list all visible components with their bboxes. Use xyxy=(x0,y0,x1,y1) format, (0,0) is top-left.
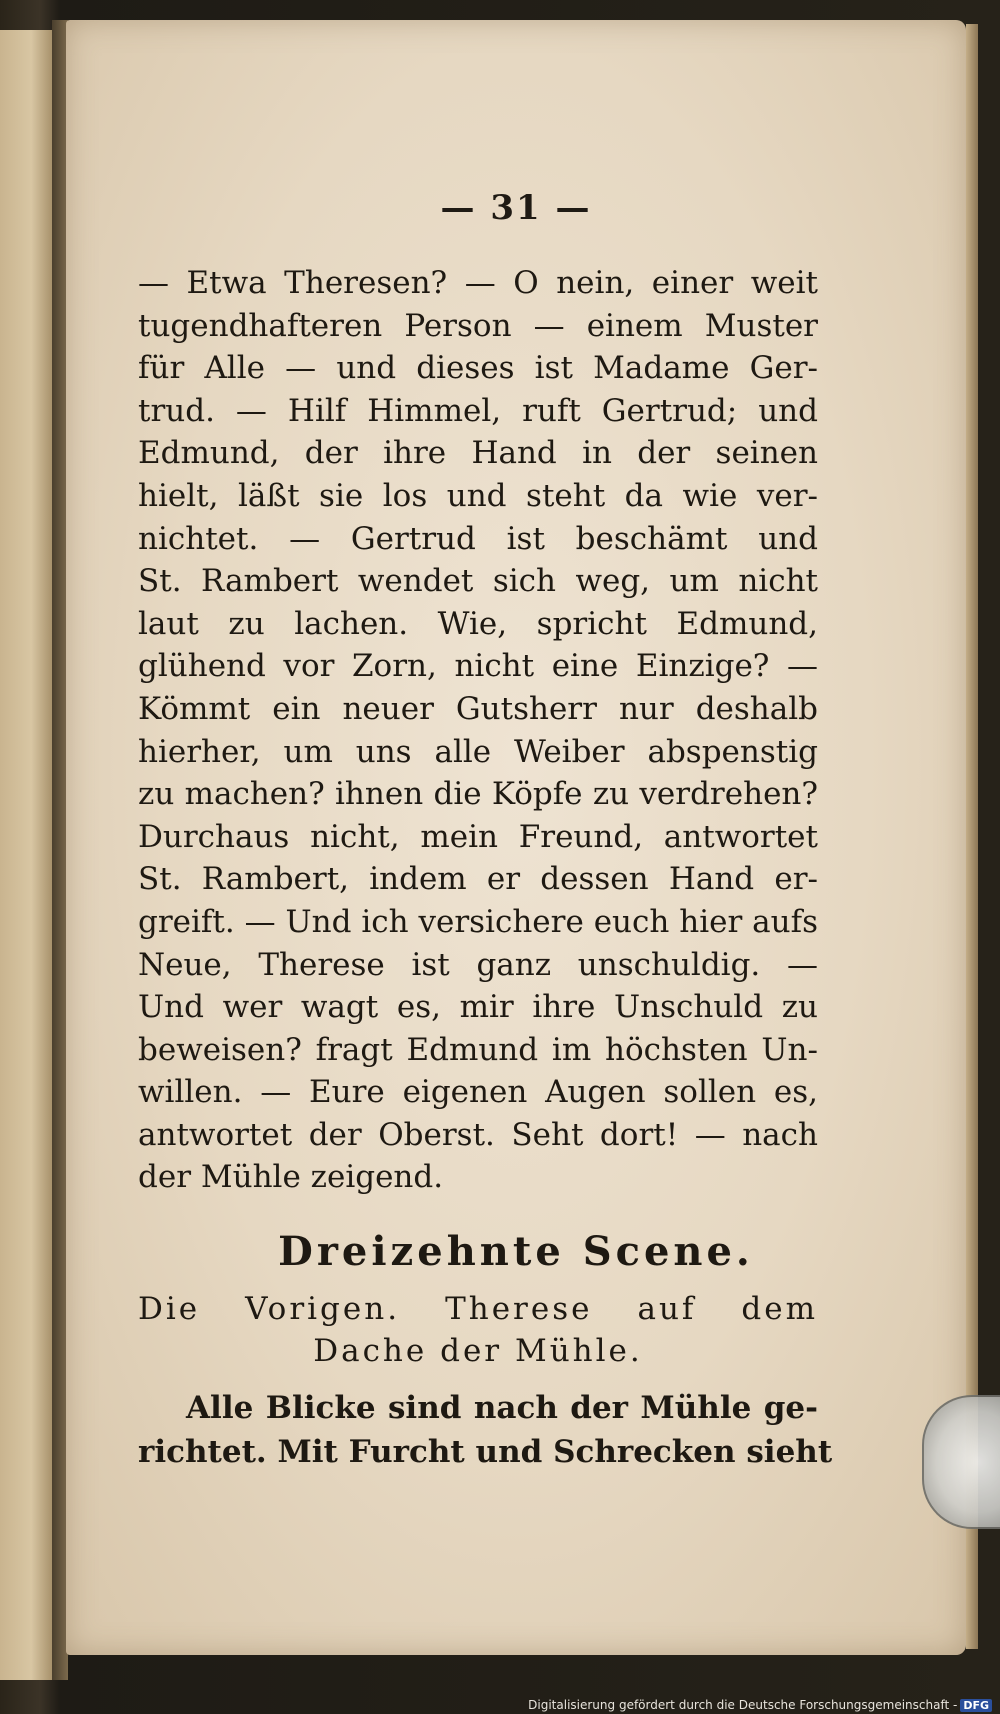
text-line: trud. — Hilf Himmel, ruft Gertrud; und xyxy=(138,392,818,429)
text-line: Durchaus nicht, mein Freund, antwortet xyxy=(138,818,818,855)
text-line: beweisen? fragt Edmund im höchsten Un- xyxy=(138,1031,818,1068)
credit-text: Digitalisierung gefördert durch die Deutsche Forschungsgemeinschaft - xyxy=(528,1698,958,1712)
persons-line: Dache der Mühle. xyxy=(313,1333,643,1369)
page-clip xyxy=(922,1395,1000,1529)
text-line: glühend vor Zorn, nicht eine Einzige? — xyxy=(138,648,818,685)
text-line: Edmund, der ihre Hand in der seinen xyxy=(138,435,818,472)
text-line: willen. — Eure eigenen Augen sollen es, xyxy=(138,1074,818,1111)
text-line: zu machen? ihnen die Köpfe zu verdrehen? xyxy=(138,776,818,813)
text-line: für Alle — und dieses ist Madame Ger- xyxy=(138,350,818,387)
stage-line: richtet. Mit Furcht und Schrecken sieht xyxy=(138,1434,833,1470)
text-line: Neue, Therese ist ganz unschuldig. — xyxy=(138,946,818,983)
text-line: tugendhafteren Person — einem Muster xyxy=(138,307,818,344)
text-line: St. Rambert wendet sich weg, um nicht xyxy=(138,563,818,600)
text-line: Und wer wagt es, mir ihre Unschuld zu xyxy=(138,989,818,1026)
scene-persons xyxy=(138,1288,818,1372)
text-line: — Etwa Theresen? — O nein, einer weit xyxy=(138,265,818,301)
left-page-edge xyxy=(0,30,54,1680)
page-number: — 31 — xyxy=(440,188,592,228)
text-line: hierher, um uns alle Weiber abspenstig xyxy=(138,733,818,770)
text-line: nichtet. — Gertrud ist beschämt und xyxy=(138,520,818,557)
stage-direction xyxy=(138,1386,833,1474)
stage-line: Alle Blicke sind nach der Mühle ge- xyxy=(186,1390,818,1426)
text-line: St. Rambert, indem er dessen Hand er- xyxy=(138,861,818,898)
digitization-credit xyxy=(528,1698,992,1712)
text-line: Kömmt ein neuer Gutsherr nur deshalb xyxy=(138,690,818,727)
scene-heading: Dreizehnte Scene. xyxy=(278,1228,754,1275)
text-line: laut zu lachen. Wie, spricht Edmund, xyxy=(138,605,818,642)
text-line: antwortet der Oberst. Seht dort! — nach xyxy=(138,1116,818,1153)
text-line: der Mühle zeigend. xyxy=(138,1159,444,1196)
persons-line: Die Vorigen. Therese auf dem xyxy=(138,1291,818,1327)
text-line: hielt, läßt sie los und steht da wie ver- xyxy=(138,477,818,514)
body-text xyxy=(138,262,818,1199)
text-line: greift. — Und ich versichere euch hier aufs xyxy=(138,903,818,940)
dfg-logo: DFG xyxy=(960,1699,992,1712)
